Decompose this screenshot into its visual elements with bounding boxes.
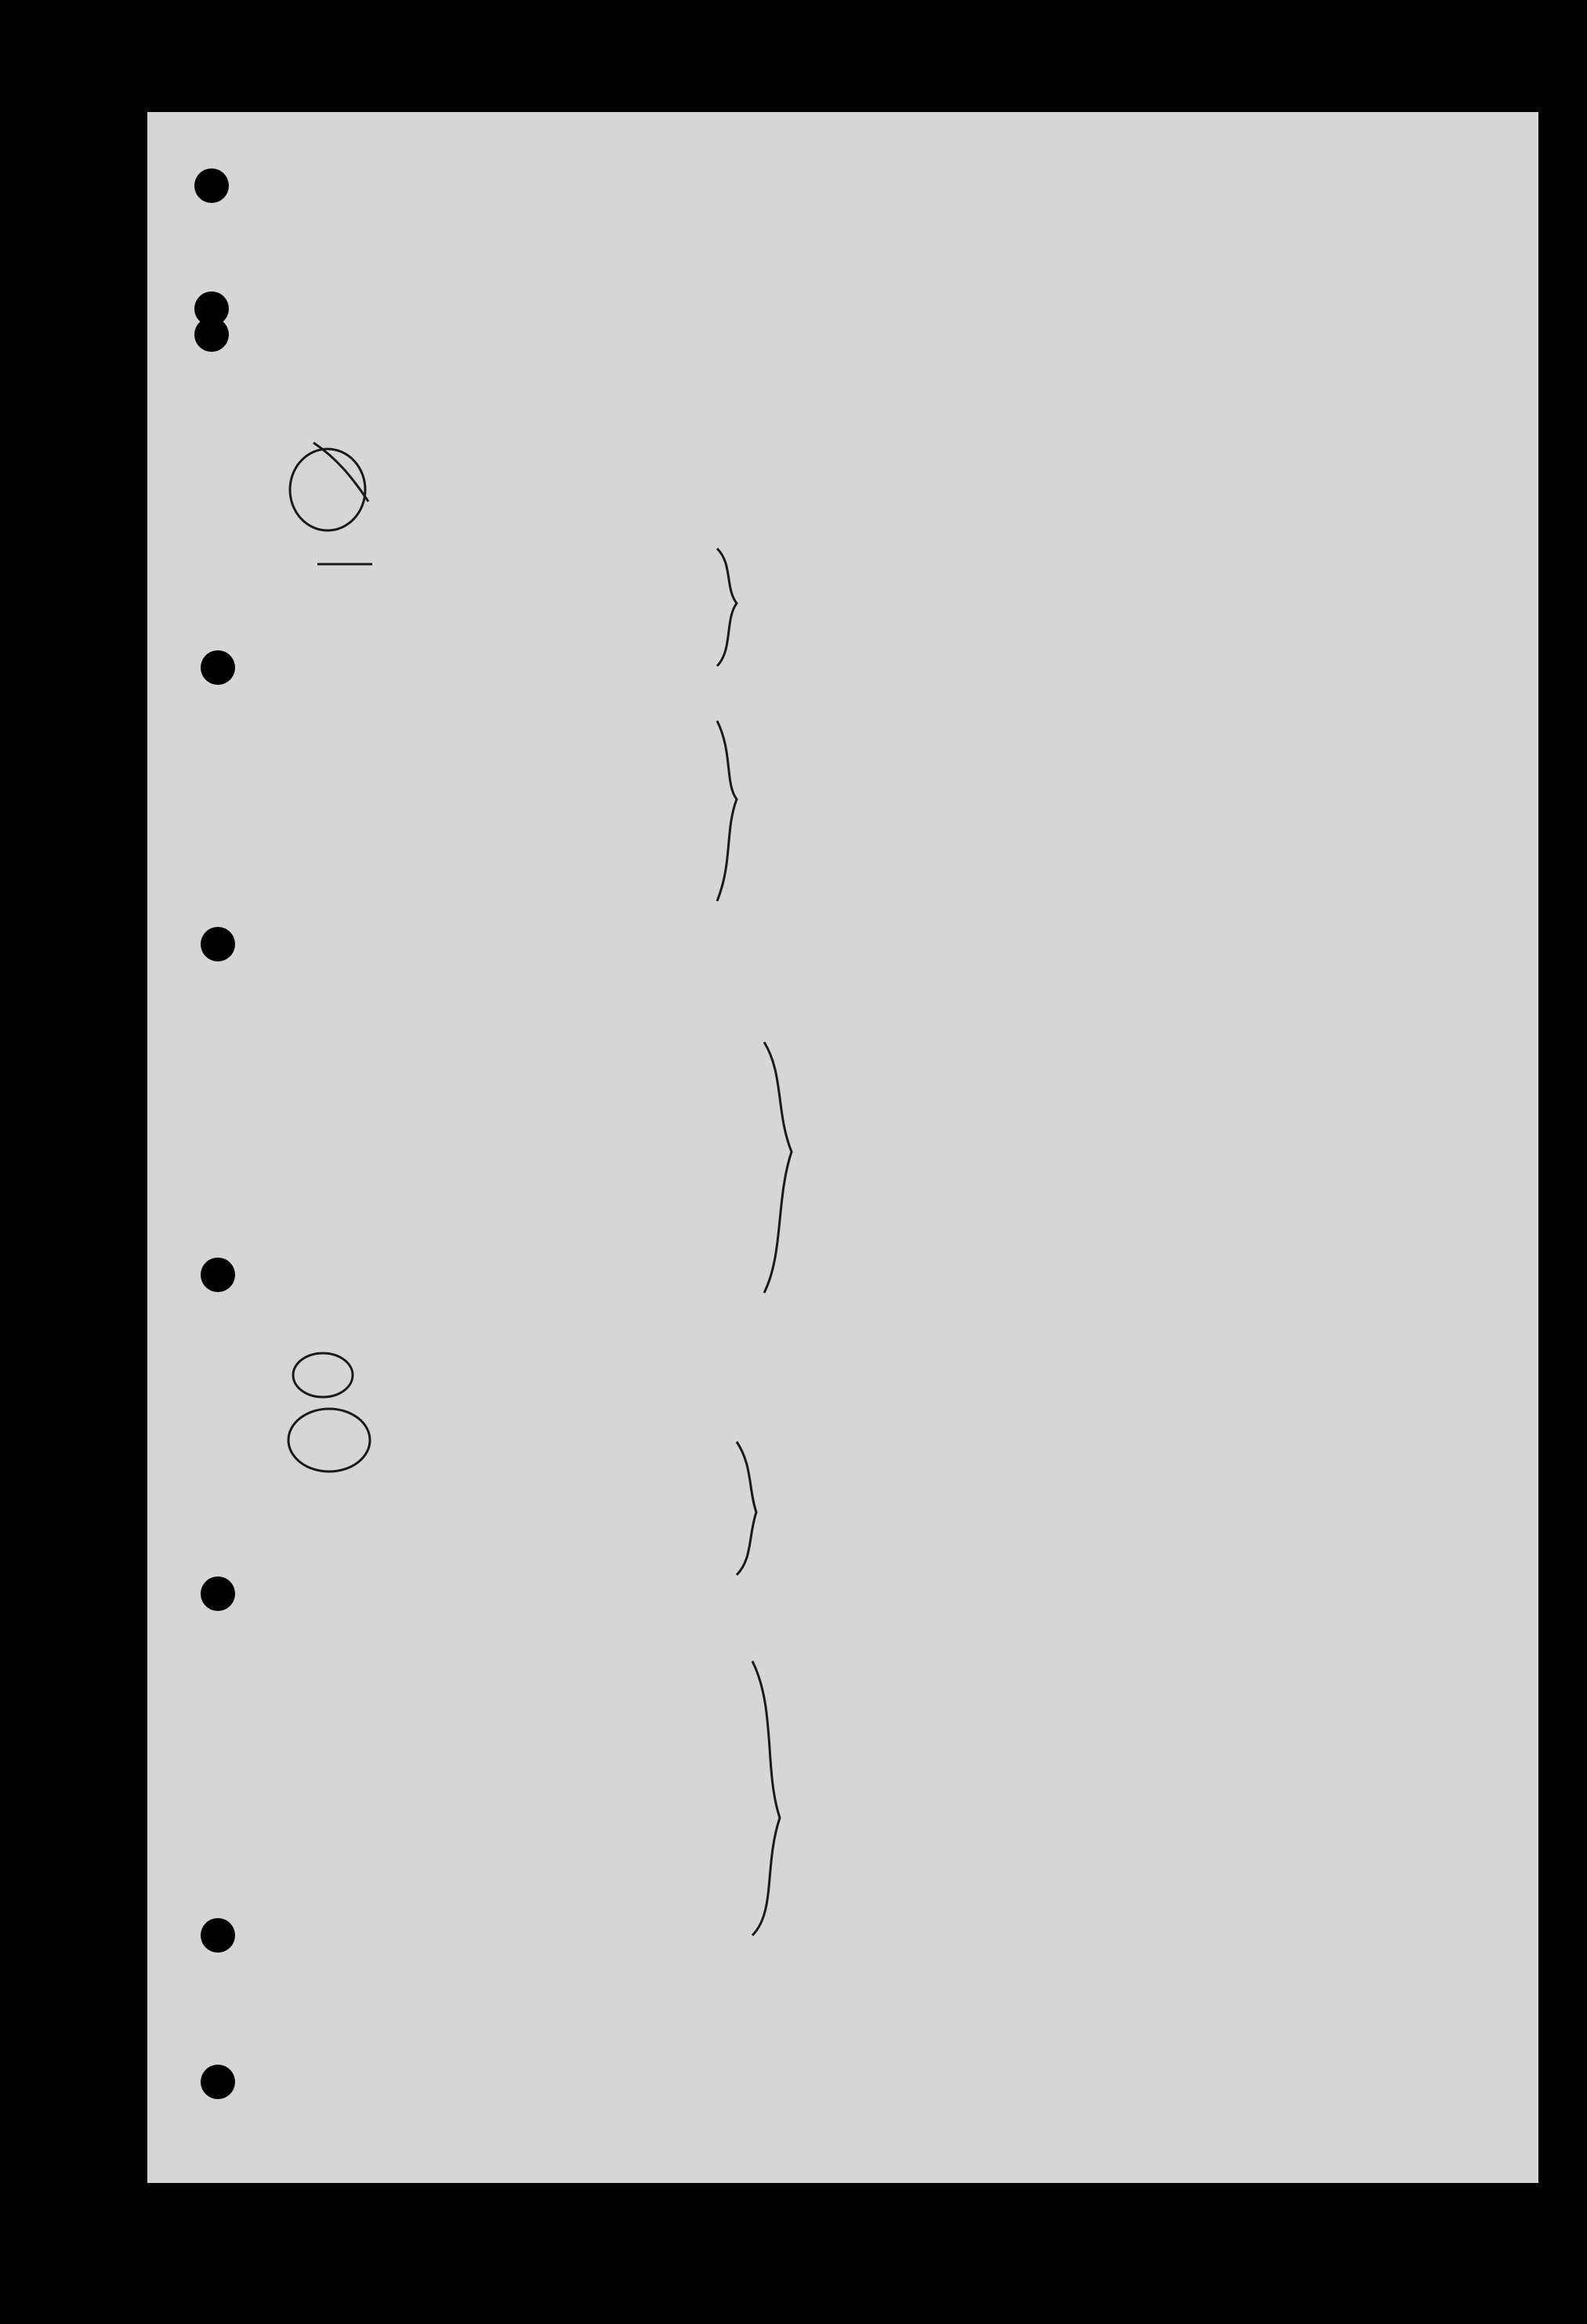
circle-mark [293, 1353, 353, 1397]
circle-mark [288, 1409, 370, 1472]
circle-mark [290, 449, 365, 530]
